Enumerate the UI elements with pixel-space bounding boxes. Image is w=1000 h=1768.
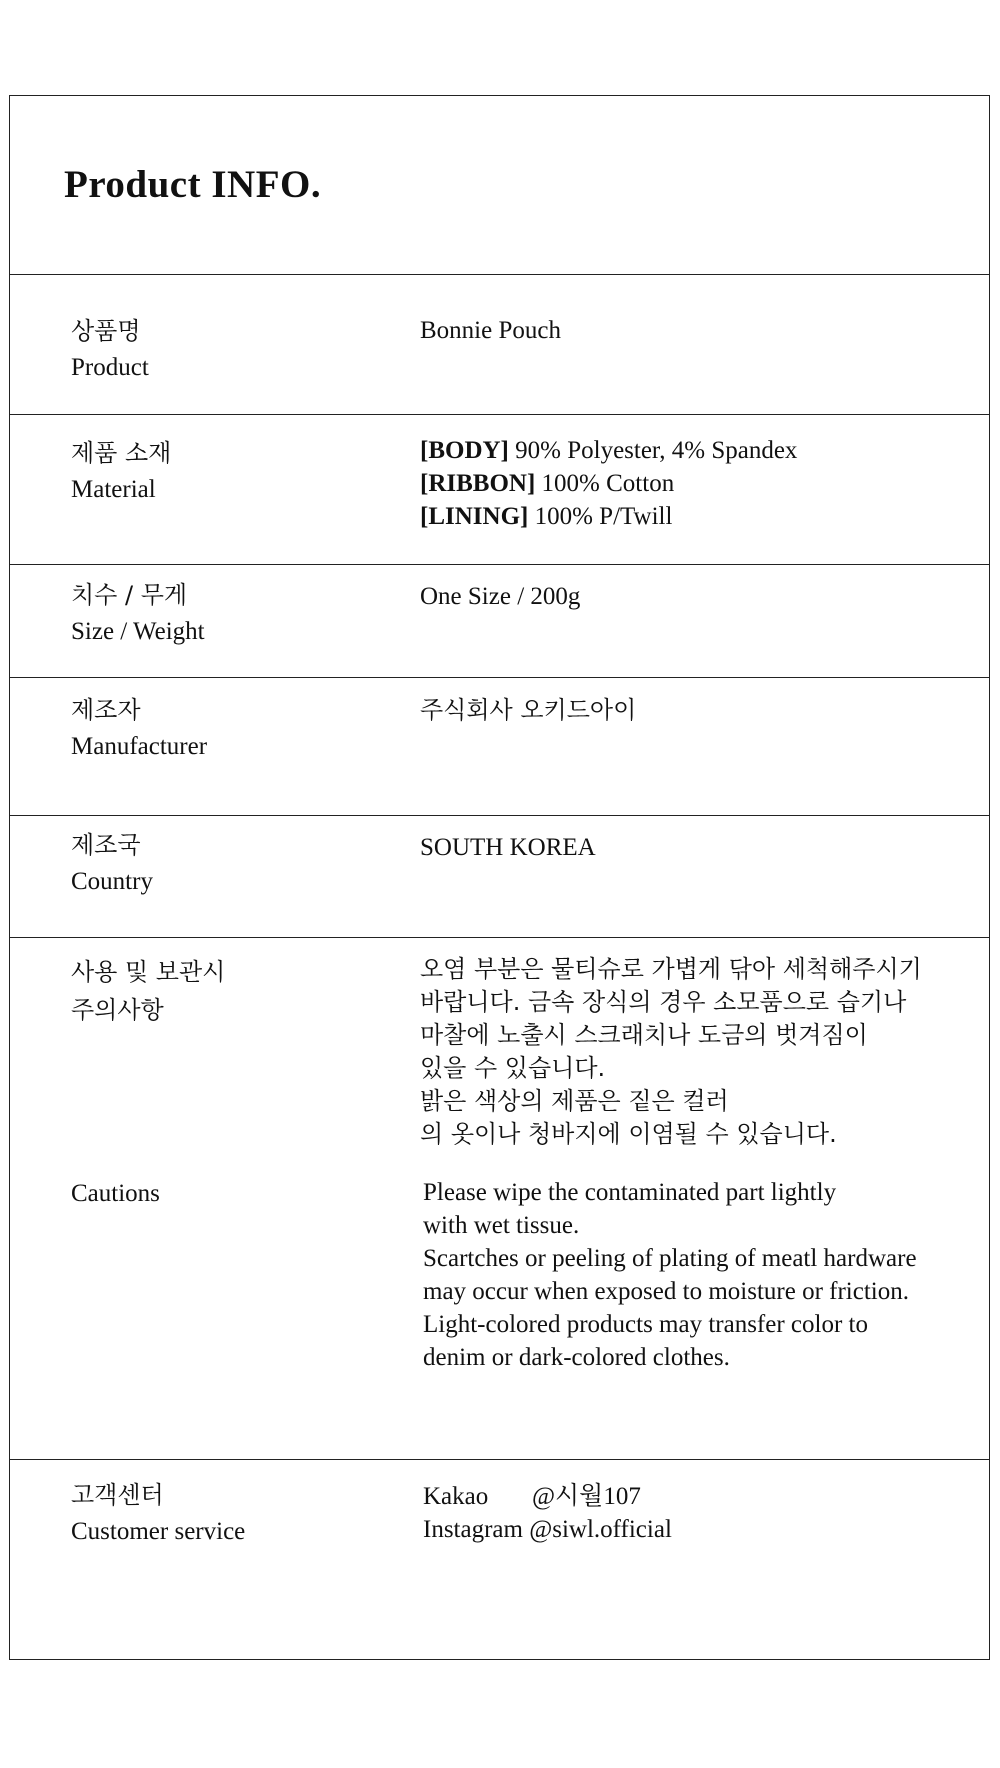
material-label-en: Material (71, 476, 156, 503)
cautions-text-ko (420, 953, 922, 1151)
material-line-lining (420, 500, 797, 533)
cautions-label-ko-line2: 주의사항 (71, 996, 164, 1024)
customer-service-label-en: Customer service (71, 1518, 246, 1545)
page-title: Product INFO. (64, 163, 322, 206)
cautions-en-line: Scartches or peeling of plating of meatl hardware (423, 1245, 917, 1272)
divider (10, 677, 989, 678)
kakao-contact: Kakao @시월107 (423, 1483, 641, 1510)
material-text: 100% Cotton (535, 470, 675, 497)
cautions-ko-line: 오염 부분은 물티슈로 가볍게 닦아 세척해주시기 (420, 955, 922, 983)
country-value: SOUTH KOREA (420, 834, 596, 861)
cautions-en-line: Please wipe the contaminated part lightly (423, 1179, 837, 1206)
material-text: 90% Polyester, 4% Spandex (508, 437, 798, 464)
cautions-en-line: may occur when exposed to moisture or friction. (423, 1278, 909, 1305)
cautions-label-ko (71, 953, 225, 1029)
country-label (71, 826, 153, 900)
cautions-ko-line: 밝은 색상의 제품은 짙은 컬러 (420, 1087, 729, 1115)
material-label-ko: 제품 소재 (71, 439, 172, 467)
cautions-label-ko-line1: 사용 및 보관시 (71, 958, 226, 986)
cautions-text-en (423, 1176, 917, 1374)
material-line-body (420, 434, 797, 467)
cautions-label-en-text: Cautions (71, 1180, 160, 1207)
product-label (71, 312, 149, 386)
customer-service-label (71, 1476, 245, 1550)
manufacturer-label (71, 691, 207, 765)
product-value: Bonnie Pouch (420, 317, 561, 344)
size-label (71, 576, 205, 650)
material-text: 100% P/Twill (528, 503, 673, 530)
customer-service-value (423, 1480, 672, 1546)
divider (10, 937, 989, 938)
country-label-ko: 제조국 (71, 831, 141, 859)
material-value (420, 434, 797, 533)
product-label-en: Product (71, 354, 149, 381)
size-label-en: Size / Weight (71, 618, 205, 645)
divider (10, 414, 989, 415)
material-tag: [BODY] (420, 437, 509, 464)
material-label (71, 434, 171, 508)
size-label-ko: 치수 / 무게 (71, 581, 188, 609)
cautions-ko-line: 바랍니다. 금속 장식의 경우 소모품으로 습기나 (420, 988, 907, 1016)
manufacturer-label-en: Manufacturer (71, 733, 208, 760)
size-value: One Size / 200g (420, 583, 581, 610)
country-label-en: Country (71, 868, 153, 895)
customer-service-label-ko: 고객센터 (71, 1481, 164, 1509)
material-tag: [RIBBON] (420, 470, 536, 497)
manufacturer-label-ko: 제조자 (71, 696, 141, 724)
divider (10, 1459, 989, 1460)
product-info-table (9, 95, 990, 1660)
cautions-en-line: with wet tissue. (423, 1212, 580, 1239)
cautions-en-line: denim or dark-colored clothes. (423, 1344, 730, 1371)
cautions-ko-line: 있을 수 있습니다. (420, 1054, 606, 1082)
cautions-ko-line: 마찰에 노출시 스크래치나 도금의 벗겨짐이 (420, 1021, 868, 1049)
cautions-ko-line: 의 옷이나 청바지에 이염될 수 있습니다. (420, 1120, 837, 1148)
instagram-contact: Instagram @siwl.official (423, 1516, 672, 1543)
material-tag: [LINING] (420, 503, 529, 530)
divider (10, 564, 989, 565)
divider (10, 274, 989, 275)
divider (10, 815, 989, 816)
manufacturer-value: 주식회사 오키드아이 (420, 696, 637, 724)
cautions-en-line: Light-colored products may transfer color to (423, 1311, 868, 1338)
material-line-ribbon (420, 467, 797, 500)
product-label-ko: 상품명 (71, 317, 141, 345)
cautions-label-en (71, 1176, 160, 1212)
